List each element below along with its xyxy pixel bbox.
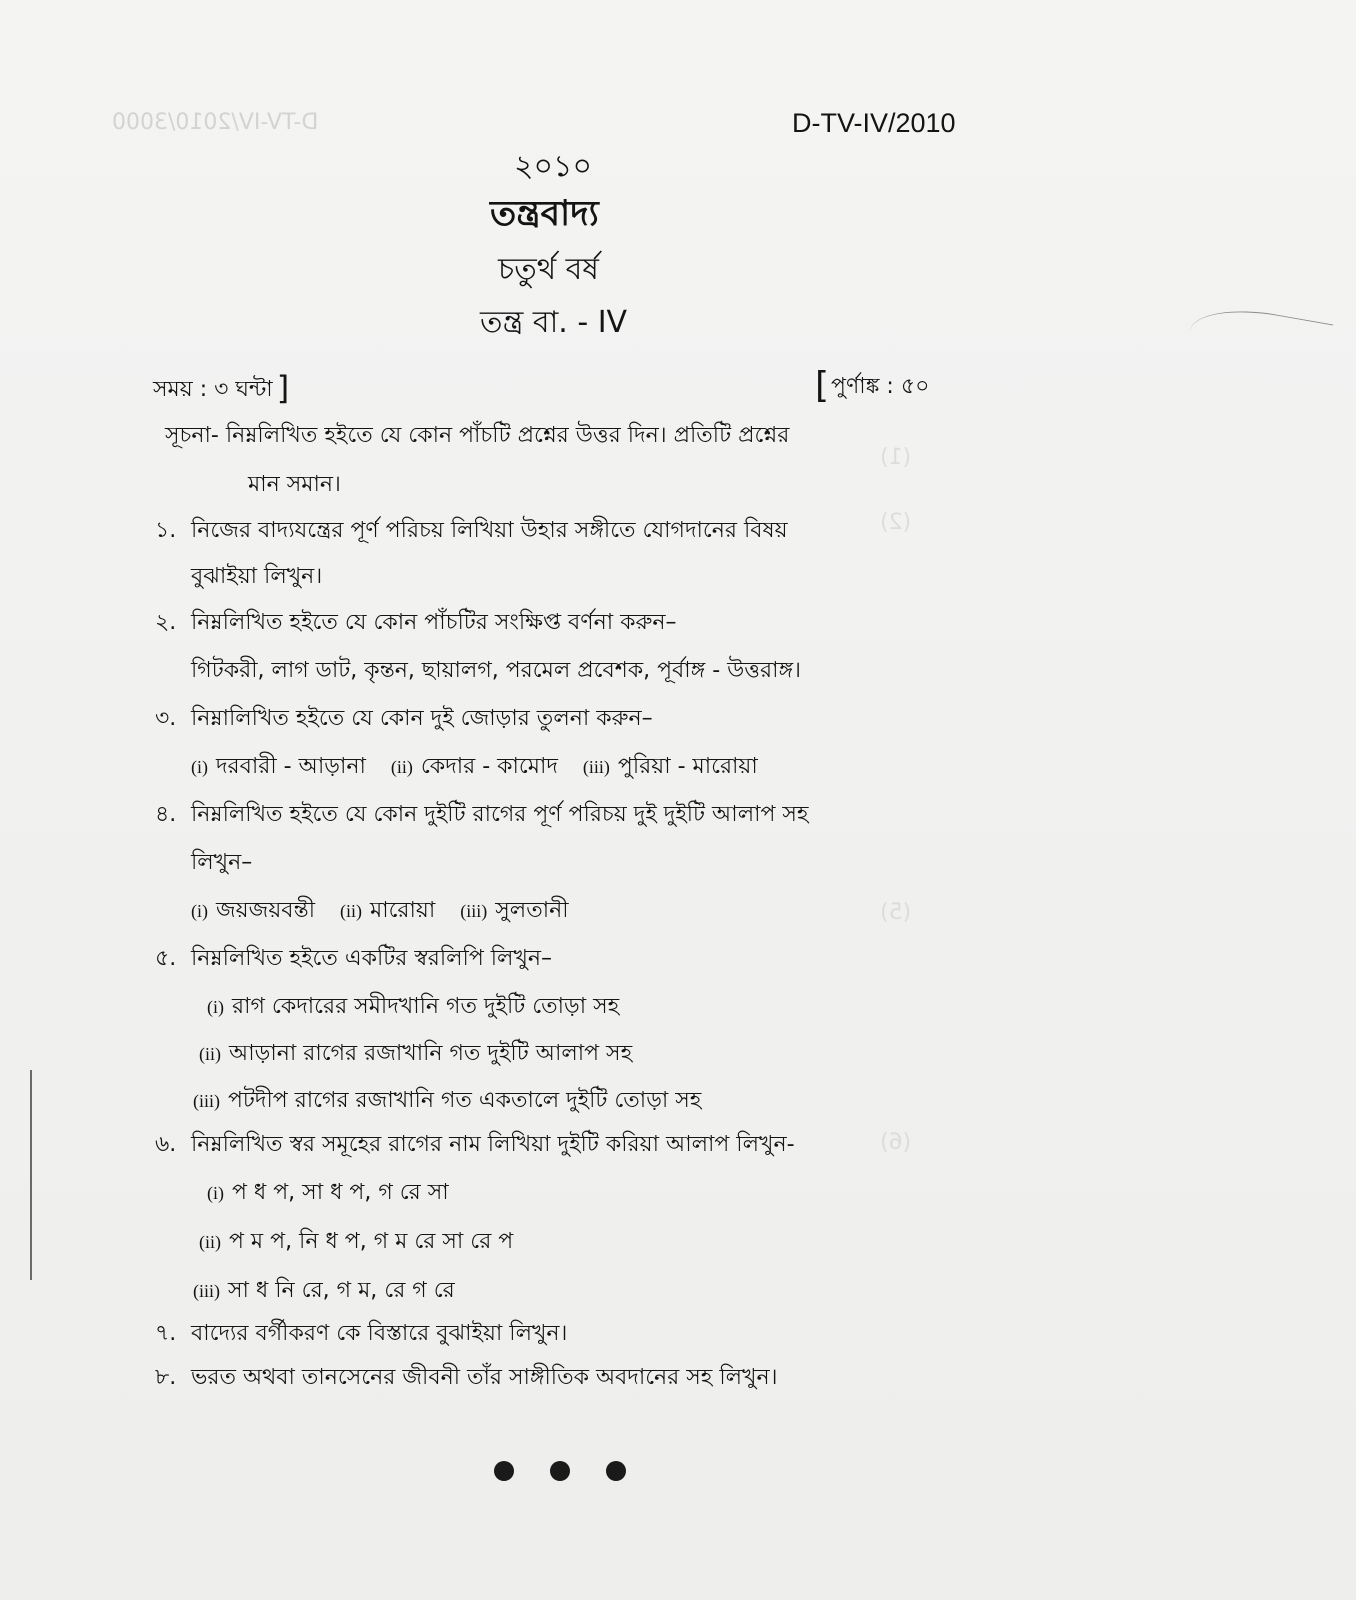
item-text: প ম প, নি ধ প, গ ম রে সা রে প <box>229 1229 514 1254</box>
item-roman: (ii) <box>390 757 413 777</box>
item-roman: (i) <box>207 997 224 1017</box>
question-number: ৭. <box>155 1321 177 1346</box>
question-6 <box>155 1134 795 1156</box>
item-text: মারোয়া <box>370 898 436 923</box>
question-5-item-2 <box>199 1043 632 1065</box>
question-6-item-1 <box>207 1182 449 1204</box>
question-5-item-3 <box>193 1090 701 1112</box>
time-bracket: ] <box>276 369 290 407</box>
question-text: নিম্নালিখিত হইতে যে কোন দুই জোড়ার তুলনা করুন– <box>191 706 653 731</box>
question-number: ২. <box>155 610 177 635</box>
question-4-cont: লিখুন– <box>191 850 253 875</box>
question-4 <box>155 804 808 826</box>
question-number: ৫. <box>155 946 177 971</box>
item-roman: (iii) <box>193 1281 220 1301</box>
question-3-items <box>191 756 758 778</box>
question-3 <box>155 708 653 730</box>
question-4-items <box>191 900 569 922</box>
item-text: আড়ানা রাগের রজাখানি গত দুইটি আলাপ সহ <box>229 1041 633 1066</box>
question-text: বাদ্যের বর্গীকরণ কে বিস্তারে বুঝাইয়া লিখুন। <box>191 1321 568 1346</box>
item-text: দরবারী - আড়ানা <box>216 754 366 779</box>
bleed-through-line: (6) <box>880 1130 912 1155</box>
item-roman: (i) <box>207 1183 224 1203</box>
question-5-item-1 <box>207 996 619 1018</box>
question-6-item-2 <box>199 1231 513 1253</box>
question-1 <box>155 520 788 542</box>
bleed-through-line: (2) <box>880 510 912 535</box>
question-text: নিম্নলিখিত হইতে একটির স্বরলিপি লিখুন– <box>191 946 553 971</box>
item-text: রাগ কেদারের সমীদখানি গত দুইটি তোড়া সহ <box>232 994 620 1019</box>
question-text: নিম্নলিখিত হইতে যে কোন পাঁচটির সংক্ষিপ্ত বর্ণনা করুন– <box>191 610 677 635</box>
end-dot <box>550 1461 570 1481</box>
item-text: কেদার - কামোদ <box>420 754 558 779</box>
bleed-through-line: (1) <box>880 445 912 470</box>
question-text: ভরত অথবা তানসেনের জীবনী তাঁর সাঙ্গীতিক অবদানের সহ লিখুন। <box>191 1365 778 1390</box>
question-7 <box>155 1323 567 1345</box>
time-text: সময় : ৩ ঘন্টা <box>153 377 273 402</box>
question-number: ৪. <box>155 802 177 827</box>
exam-code: D-TV-IV/2010 <box>792 108 956 138</box>
item-text: প ধ প, সা ধ প, গ রে সা <box>232 1180 449 1205</box>
marks-text: পুর্ণাঙ্ক : ৫০ <box>831 374 930 399</box>
end-dot <box>606 1461 626 1481</box>
question-text: নিম্নলিখিত স্বর সমূহের রাগের নাম লিখিয়া দুইটি করিয়া আলাপ লিখুন- <box>191 1132 795 1157</box>
question-text: নিম্নলিখিত হইতে যে কোন দুইটি রাগের পূর্ণ পরিচয় দুই দুইটি আলাপ সহ <box>191 802 809 827</box>
question-number: ৩. <box>155 706 177 731</box>
question-2-terms: গিটকরী, লাগ ডাট, কৃন্তন, ছায়ালগ, পরমেল প্রবেশক, পূর্বাঙ্গ - উত্তরাঙ্গ। <box>191 658 801 683</box>
instruction-line-1: সূচনা- নিম্নলিখিত হইতে যে কোন পাঁচটি প্রশ্নের উত্তর দিন। প্রতিটি প্রশ্নের <box>165 423 790 448</box>
item-text: জয়জয়বন্তী <box>216 898 315 923</box>
question-number: ৮. <box>155 1365 177 1390</box>
question-text: নিজের বাদ্যযন্ত্রের পূর্ণ পরিচয় লিখিয়া উহার সঙ্গীতে যোগদানের বিষয় <box>191 518 788 543</box>
question-1-cont: বুঝাইয়া লিখুন। <box>191 564 323 589</box>
full-marks <box>815 365 929 406</box>
scan-edge-line <box>30 1070 32 1280</box>
instruction-line-2: মান সমান। <box>248 472 341 497</box>
year-name: চতুর্থ বর্ষ <box>498 252 599 287</box>
question-number: ১. <box>155 518 177 543</box>
item-roman: (iii) <box>193 1091 220 1111</box>
question-6-item-3 <box>193 1280 455 1302</box>
item-roman: (ii) <box>340 901 362 921</box>
item-roman: (ii) <box>199 1044 221 1064</box>
item-text: সা ধ নি রে, গ ম, রে গ রে <box>228 1278 455 1303</box>
question-number: ৬. <box>155 1132 177 1157</box>
time-allowed <box>153 369 289 409</box>
item-text: পুরিয়া - মারোয়া <box>617 754 758 779</box>
subject-title: তন্ত্রবাদ্য <box>490 194 599 234</box>
item-roman: (i) <box>191 901 208 921</box>
pen-mark <box>1187 300 1334 375</box>
exam-year: ২০১০ <box>514 149 592 184</box>
end-dot <box>494 1461 514 1481</box>
item-roman: (iii) <box>460 901 488 921</box>
bleed-through-code: D-TV-IV/2010/3000 <box>112 110 319 135</box>
item-text: পটদীপ রাগের রজাখানি গত একতালে দুইটি তোড়া সহ <box>228 1088 702 1113</box>
question-8 <box>155 1367 778 1389</box>
question-5 <box>155 948 552 970</box>
item-roman: (iii) <box>582 757 610 777</box>
item-roman: (ii) <box>199 1232 221 1252</box>
item-roman: (i) <box>191 757 208 777</box>
question-2 <box>155 612 676 634</box>
marks-bracket: [ <box>815 365 830 406</box>
paper-title: তন্ত্র বা. - IV <box>480 305 628 340</box>
bleed-through-line: (5) <box>880 900 912 925</box>
item-text: সুলতানী <box>495 898 569 923</box>
